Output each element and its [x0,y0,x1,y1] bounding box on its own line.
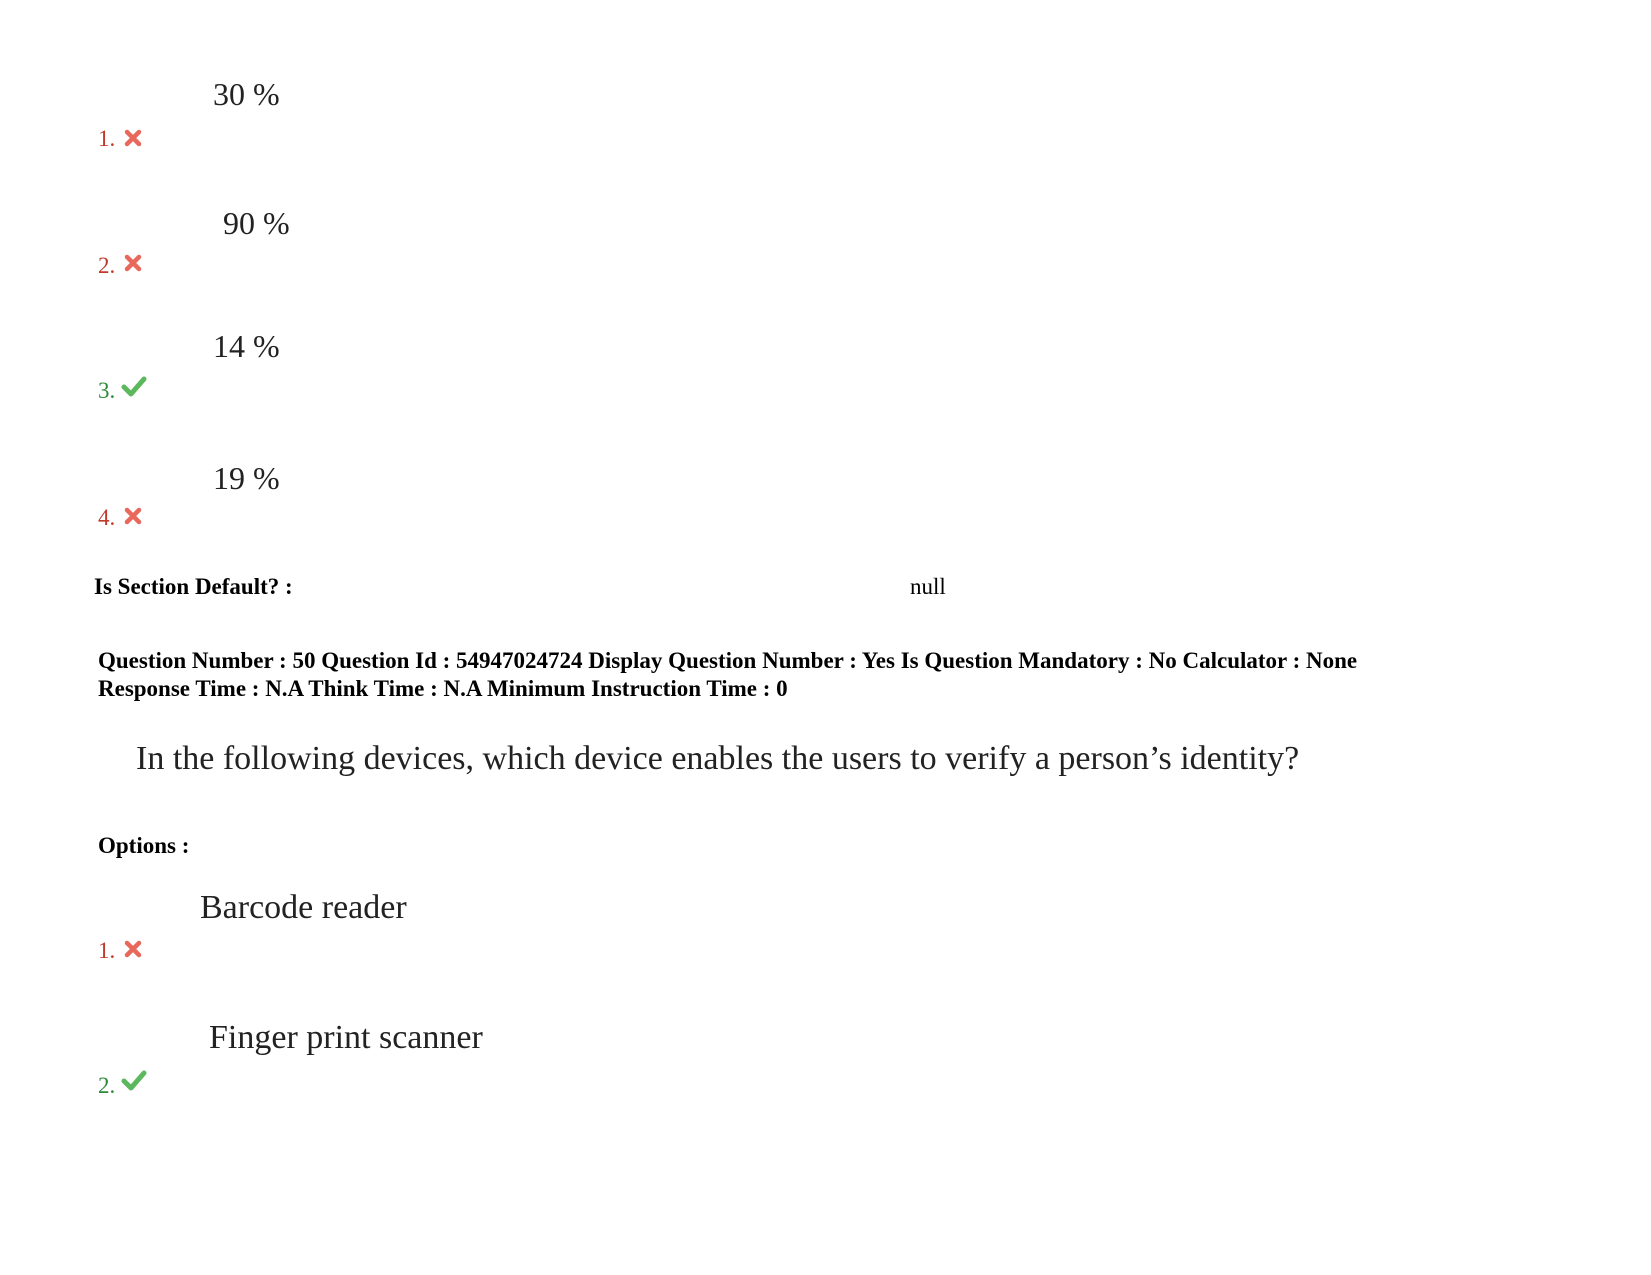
cross-icon [124,940,142,963]
option-text: Finger print scanner [209,1019,483,1056]
section-default-label: Is Section Default? : [94,574,293,599]
option-item [0,197,700,297]
check-icon [121,375,147,402]
cross-icon [124,507,142,530]
question-text: In the following devices, which device enables the users to verify a person’s identity? [136,740,1300,777]
option-item [0,452,700,552]
check-icon [121,1069,147,1096]
option-text: Barcode reader [200,889,407,926]
option-item [0,885,700,985]
option-number: 4. [98,505,116,530]
option-number: 1. [98,938,116,963]
option-text: 30 % [213,76,280,112]
question-meta-line-2: Response Time : N.A Think Time : N.A Minimum Instruction Time : 0 [98,676,788,701]
option-item [0,320,700,420]
section-default-value: null [910,574,946,599]
cross-icon [124,254,142,277]
option-number: 2. [98,253,116,278]
question-meta-line-1: Question Number : 50 Question Id : 54947024724 Display Question Number : Yes Is Question Mandatory : No Calculator : None [98,648,1358,673]
option-text: 14 % [213,328,280,364]
option-item [0,70,700,170]
option-text: 90 % [223,205,290,241]
option-number: 1. [98,126,116,151]
options-label: Options : [98,833,190,858]
option-item [0,1017,700,1117]
option-number: 3. [98,378,116,403]
option-text: 19 % [213,460,280,496]
option-number: 2. [98,1073,116,1098]
cross-icon [124,129,142,152]
